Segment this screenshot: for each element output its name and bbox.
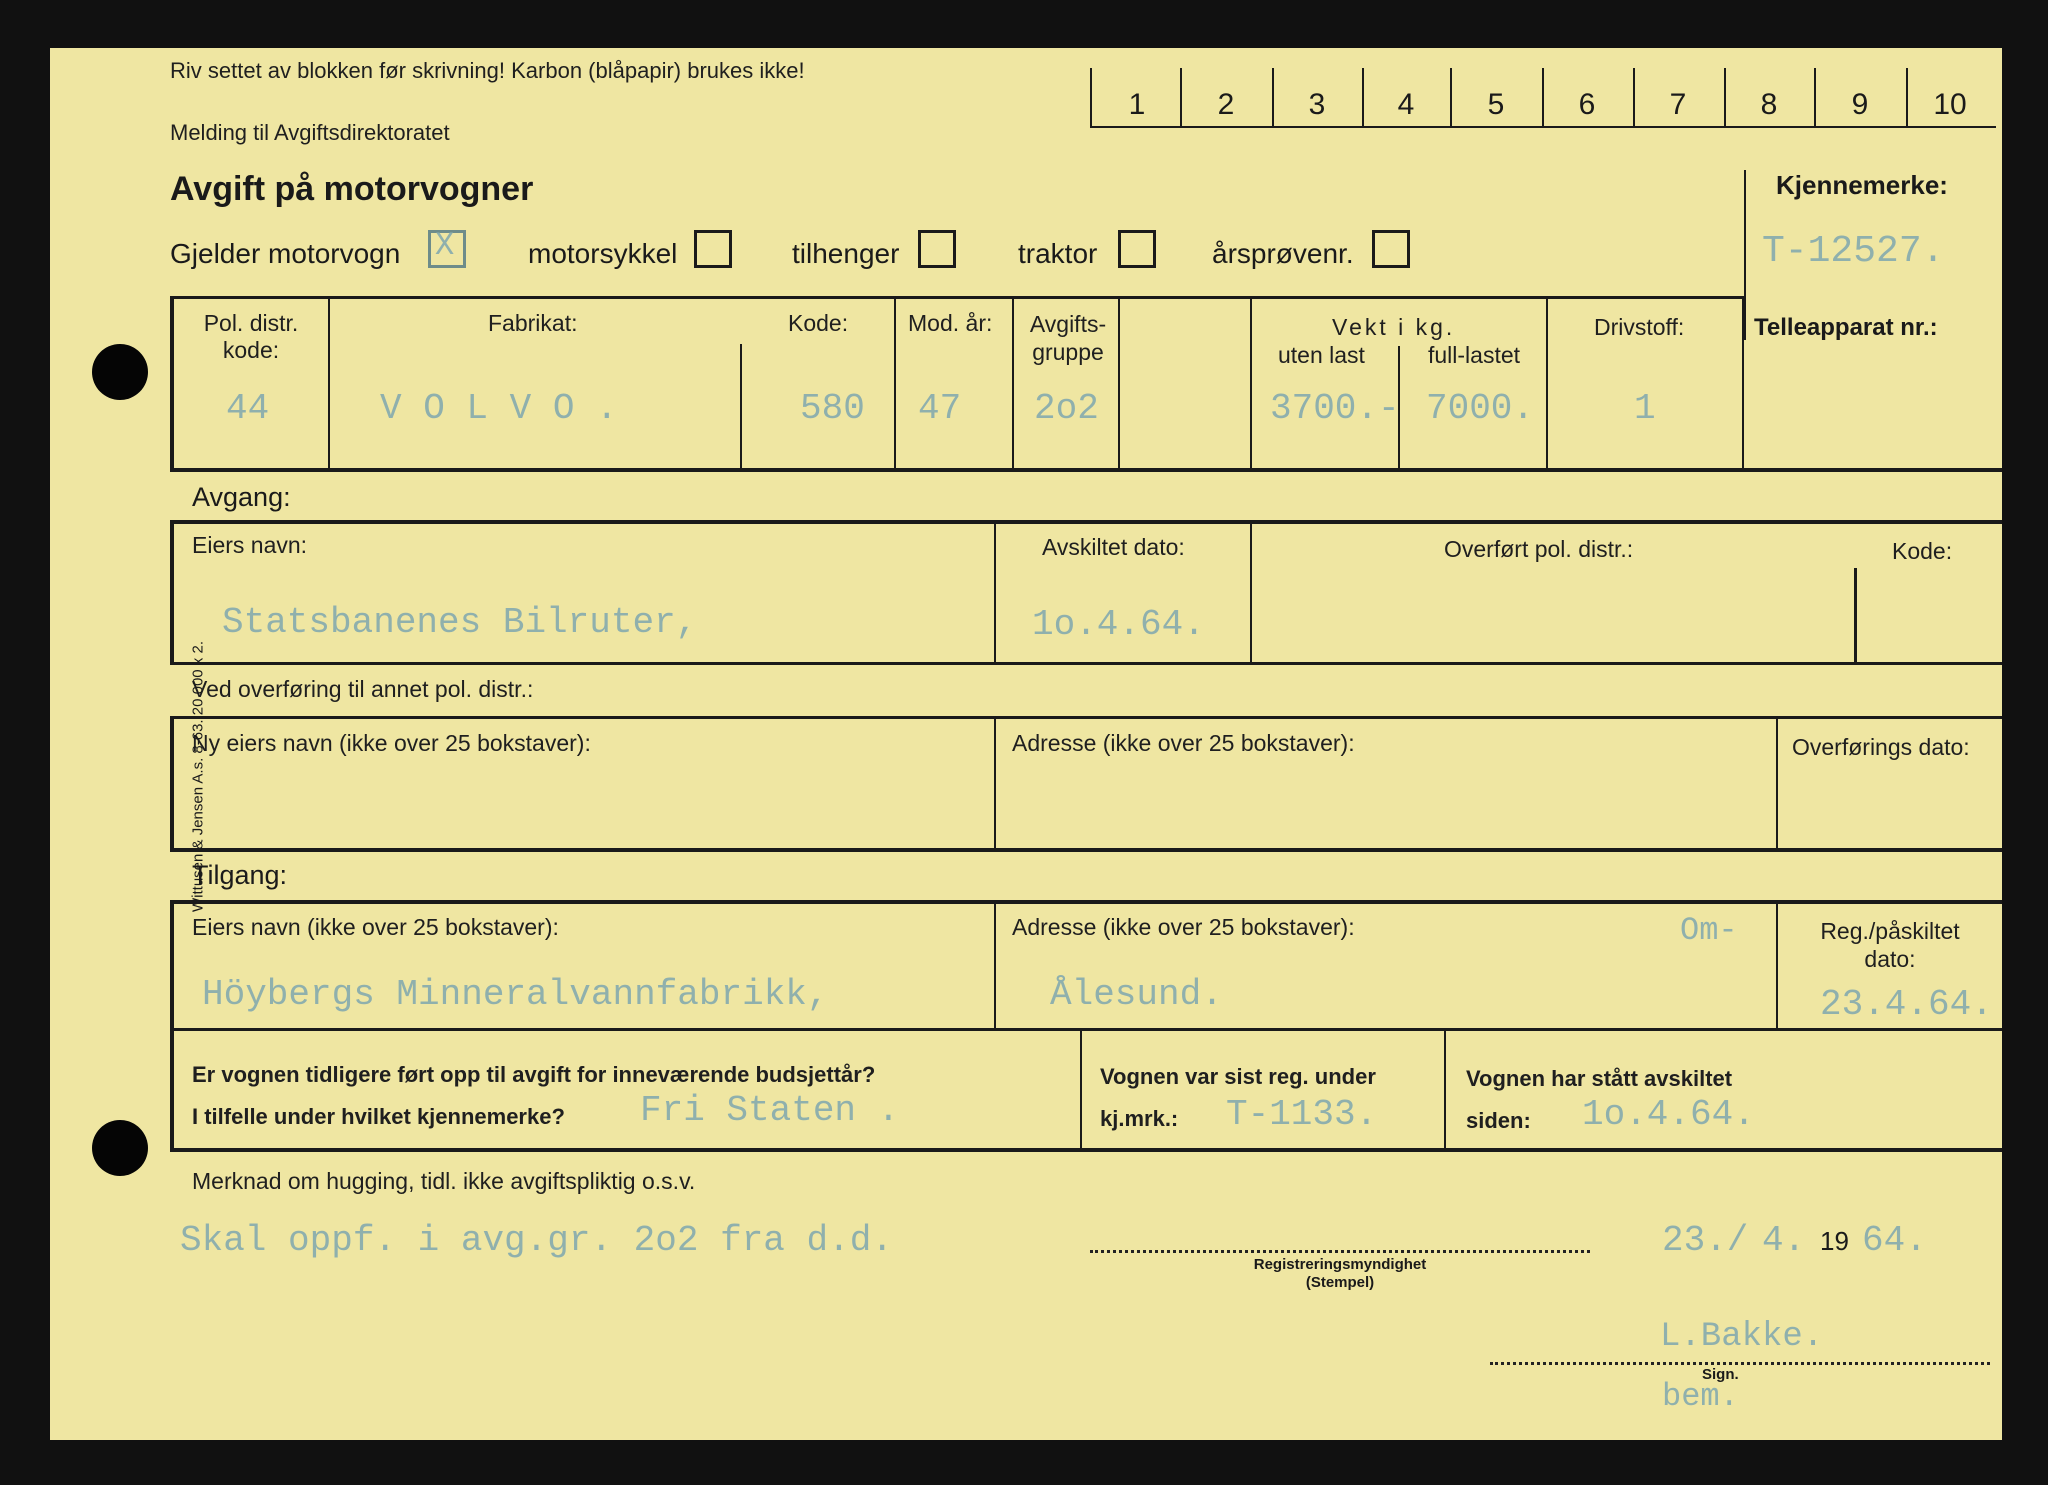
strip-number: 8 bbox=[1760, 88, 1778, 121]
code-label: Kode: bbox=[788, 310, 849, 336]
remarks-value: Skal oppf. i avg.gr. 2o2 fra d.d. bbox=[180, 1220, 893, 1261]
printer-imprint: Wittusen & Jensen A.s. 8-63. 20 000 x 2. bbox=[189, 641, 207, 912]
stood-label-1: Vognen har stått avskiltet bbox=[1466, 1066, 1733, 1091]
weight-empty-value: 3700.- bbox=[1270, 388, 1400, 429]
remarks-label: Merknad om hugging, tidl. ikke avgiftspliktig o.s.v. bbox=[192, 1168, 696, 1194]
option-traktor: traktor bbox=[1018, 238, 1098, 269]
make-value: V O L V O . bbox=[380, 388, 618, 429]
binder-hole bbox=[92, 1120, 148, 1176]
signature: L.Bakke. bbox=[1660, 1318, 1824, 1356]
previous-answer: Fri Staten . bbox=[640, 1090, 900, 1131]
form-title: Avgift på motorvogner bbox=[170, 170, 534, 208]
arrival-owner-value: Höybergs Minneralvannfabrikk, bbox=[202, 974, 829, 1015]
departure-code-label: Kode: bbox=[1892, 538, 1953, 564]
registration-label: Kjennemerke: bbox=[1776, 170, 1948, 200]
fee-group-label: Avgifts- gruppe bbox=[1029, 311, 1107, 365]
departure-owner-label: Eiers navn: bbox=[192, 532, 308, 558]
weight-empty-label: uten last bbox=[1278, 342, 1365, 368]
transfer-address-label: Adresse (ikke over 25 bokstaver): bbox=[1012, 730, 1355, 756]
signature-line bbox=[1490, 1362, 1990, 1365]
departure-section: Avgang: bbox=[192, 482, 291, 512]
fuel-label: Drivstoff: bbox=[1594, 314, 1685, 340]
fuel-value: 1 bbox=[1634, 388, 1656, 429]
authority-label-2: (Stempel) bbox=[1305, 1274, 1375, 1291]
arrival-owner-label: Eiers navn (ikke over 25 bokstaver): bbox=[192, 914, 559, 940]
deregistered-value: 1o.4.64. bbox=[1032, 604, 1205, 645]
date-century: 19 bbox=[1820, 1226, 1849, 1256]
departure-owner-value: Statsbanenes Bilruter, bbox=[222, 602, 698, 643]
vehicle-type-prefix: Gjelder motorvogn bbox=[170, 238, 401, 269]
new-owner-label: Ny eiers navn (ikke over 25 bokstaver): bbox=[192, 730, 591, 756]
model-year-label: Mod. år: bbox=[908, 310, 993, 336]
checkbox-arsprovenr[interactable] bbox=[1372, 230, 1410, 268]
code-value: 580 bbox=[800, 388, 865, 429]
option-motorsykkel: motorsykkel bbox=[528, 238, 678, 269]
strip-number: 1 bbox=[1128, 88, 1146, 121]
recipient-text: Melding til Avgiftsdirektoratet bbox=[170, 120, 450, 145]
strip-number: 6 bbox=[1578, 88, 1596, 121]
checkbox-motorvogn[interactable] bbox=[428, 227, 466, 268]
date-month: 4. bbox=[1762, 1220, 1806, 1261]
reg-label-1: Reg./påskiltet bbox=[1820, 918, 1960, 944]
pol-distr-value: 44 bbox=[226, 388, 270, 429]
sign-label: Sign. bbox=[1702, 1366, 1739, 1383]
strip-number: 10 bbox=[1933, 88, 1967, 121]
date-day: 23./ bbox=[1662, 1220, 1749, 1261]
strip-number: 4 bbox=[1397, 88, 1415, 121]
make-label: Fabrikat: bbox=[488, 310, 578, 336]
option-arsprovenr: årsprøvenr. bbox=[1212, 238, 1354, 269]
strip-number: 9 bbox=[1851, 88, 1869, 121]
transferred-label: Overført pol. distr.: bbox=[1444, 536, 1634, 562]
last-reg-label-2: kj.mrk.: bbox=[1100, 1106, 1179, 1131]
checkbox-motorsykkel[interactable] bbox=[694, 230, 732, 268]
arrival-address-label: Adresse (ikke over 25 bokstaver): bbox=[1012, 914, 1355, 940]
reg-label-2: dato: bbox=[1864, 946, 1916, 972]
strip-number: 5 bbox=[1487, 88, 1505, 121]
checkbox-tilhenger[interactable] bbox=[918, 230, 956, 268]
strip-number: 7 bbox=[1669, 88, 1687, 121]
checkbox-traktor[interactable] bbox=[1118, 230, 1156, 268]
last-reg-label-1: Vognen var sist reg. under bbox=[1100, 1064, 1376, 1089]
strip-number: 2 bbox=[1217, 88, 1235, 121]
pol-distr-label: Pol. distr. kode: bbox=[203, 310, 299, 363]
form-card bbox=[50, 48, 2002, 1440]
arrival-section: Tilgang: bbox=[192, 860, 288, 890]
meter-label: Telleapparat nr.: bbox=[1754, 314, 1938, 341]
transfer-date-label: Overførings dato: bbox=[1792, 734, 1970, 760]
model-year-value: 47 bbox=[918, 388, 962, 429]
transfer-section: Ved overføring til annet pol. distr.: bbox=[192, 676, 534, 702]
stood-label-2: siden: bbox=[1466, 1108, 1531, 1133]
previous-question-2: I tilfelle under hvilket kjennemerke? bbox=[192, 1104, 565, 1129]
authority-line bbox=[1090, 1250, 1590, 1253]
previous-question-1: Er vognen tidligere ført opp til avgift for inneværende budsjettår? bbox=[192, 1062, 876, 1087]
date-year: 64. bbox=[1862, 1220, 1927, 1261]
binder-hole bbox=[92, 344, 148, 400]
last-reg-value: T-1133. bbox=[1226, 1094, 1378, 1135]
fee-group-value: 2o2 bbox=[1034, 388, 1099, 429]
instruction-text: Riv settet av blokken før skrivning! Karbon (blåpapir) brukes ikke! bbox=[170, 58, 805, 83]
option-tilhenger: tilhenger bbox=[792, 238, 900, 269]
strip-number: 3 bbox=[1308, 88, 1326, 121]
arrival-note: Om- bbox=[1680, 912, 1738, 949]
arrival-address-value: Ålesund. bbox=[1050, 974, 1223, 1015]
registration-value: T-12527. bbox=[1762, 230, 1945, 273]
sign-suffix: bem. bbox=[1662, 1378, 1739, 1415]
checkbox-mark: X bbox=[435, 227, 455, 264]
weight-label: Vekt i kg. bbox=[1332, 314, 1456, 340]
authority-label-1: Registreringsmyndighet bbox=[1253, 1256, 1427, 1273]
weight-full-label: full-lastet bbox=[1428, 342, 1521, 368]
deregistered-label: Avskiltet dato: bbox=[1042, 534, 1185, 560]
weight-full-value: 7000. bbox=[1426, 388, 1535, 429]
stood-value: 1o.4.64. bbox=[1582, 1094, 1755, 1135]
reg-value: 23.4.64. bbox=[1820, 984, 1993, 1025]
